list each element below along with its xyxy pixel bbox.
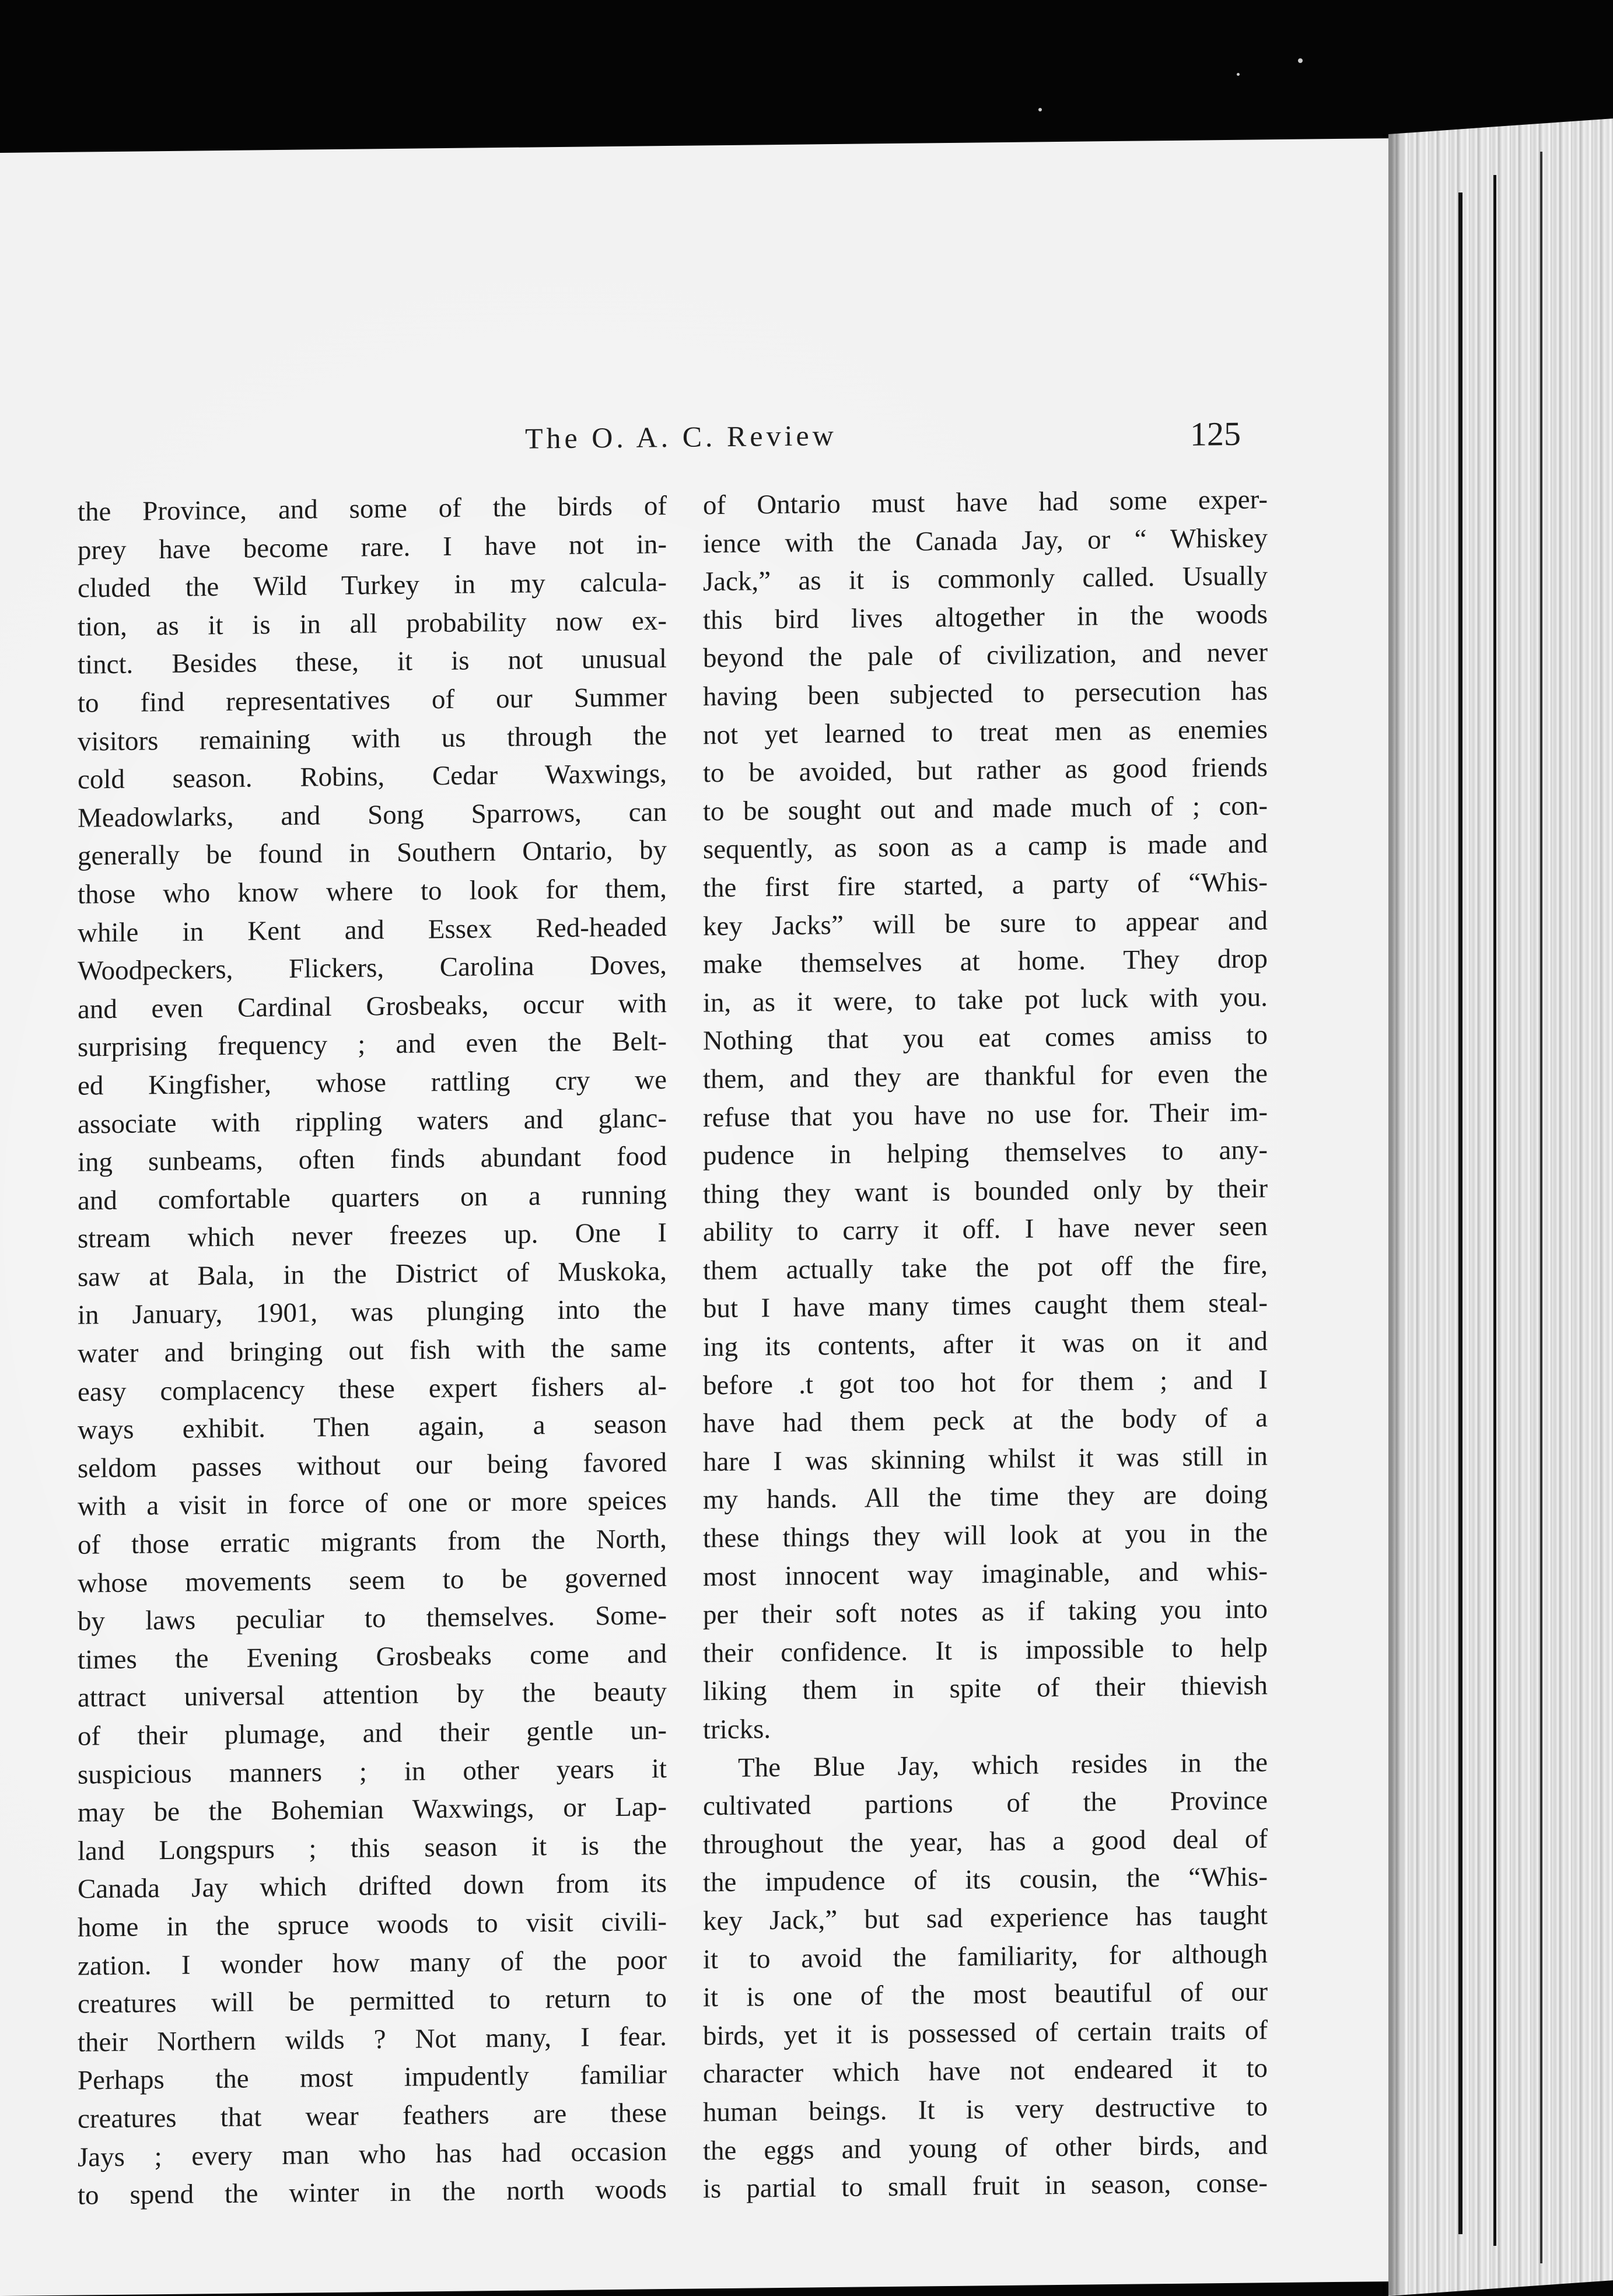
text-line: to be sought out and made much of ; con- <box>703 790 1268 827</box>
text-line: them actually take the pot off the fire, <box>703 1250 1268 1286</box>
text-line: Canada Jay which drifted down from its <box>78 1868 667 1905</box>
text-line: tion, as it is in all probability now ex- <box>78 605 667 642</box>
text-line: before .t got too hot for them ; and I <box>703 1364 1268 1401</box>
text-line: is partial to small fruit in season, conse- <box>703 2168 1268 2204</box>
text-line: water and bringing out fish with the same <box>78 1332 667 1369</box>
text-line: suspicious manners ; in other years it <box>78 1753 667 1790</box>
right-text-column <box>703 481 1268 2208</box>
text-line: creatures will be permitted to return to <box>78 1983 667 2020</box>
text-line: stream which never freezes up. One I <box>78 1217 667 1254</box>
text-line: land Longspurs ; this season it is the <box>78 1829 667 1867</box>
text-line: times the Evening Grosbeaks come and <box>78 1638 667 1675</box>
page-edge-line <box>1458 192 1462 2234</box>
running-header: The O. A. C. Review <box>525 418 837 455</box>
dust-speck <box>1237 73 1240 76</box>
text-line: them, and they are thankful for even the <box>703 1058 1268 1095</box>
text-line: of their plumage, and their gentle un- <box>78 1715 667 1752</box>
text-line: pudence in helping themselves to any- <box>703 1135 1268 1171</box>
text-line: throughout the year, has a good deal of <box>703 1824 1268 1860</box>
text-line: in, as it were, to take pot luck with you. <box>703 981 1268 1019</box>
text-line: attract universal attention by the beauty <box>78 1676 667 1714</box>
text-line: surprising frequency ; and even the Belt- <box>78 1026 667 1063</box>
dust-speck <box>1038 108 1042 111</box>
text-line: with a visit in force of one or more speices <box>78 1485 667 1522</box>
text-line: Meadowlarks, and Song Sparrows, can <box>78 796 667 834</box>
text-line: human beings. It is very destructive to <box>703 2091 1268 2128</box>
book-page <box>0 138 1388 2296</box>
text-line: most innocent way imaginable, and whis- <box>703 1555 1268 1592</box>
text-line: of those erratic migrants from the North, <box>78 1524 667 1560</box>
text-line: Woodpeckers, Flickers, Carolina Doves, <box>78 950 667 986</box>
text-line: Jays ; every man who has had occasion <box>78 2136 667 2173</box>
text-line: by laws peculiar to themselves. Some- <box>78 1600 667 1637</box>
text-line: their Northern wilds ? Not many, I fear. <box>78 2021 667 2058</box>
text-line: Perhaps the most impudently familiar <box>78 2059 667 2096</box>
text-line: Jack,” as it is commonly called. Usually <box>703 561 1268 597</box>
page-edge-line <box>1540 152 1542 2263</box>
text-line: hare I was skinning whilst it was still in <box>703 1441 1268 1478</box>
text-line: cold season. Robins, Cedar Waxwings, <box>78 758 667 795</box>
text-line: having been subjected to persecution has <box>703 676 1268 712</box>
text-line: zation. I wonder how many of the poor <box>78 1944 667 1982</box>
dust-speck <box>1298 58 1303 63</box>
text-line: to find representatives of our Summer <box>78 681 667 719</box>
text-line: ing sunbeams, often finds abundant food <box>78 1141 667 1178</box>
text-line: this bird lives altogether in the woods <box>703 599 1268 636</box>
text-line: thing they want is bounded only by their <box>703 1172 1268 1210</box>
text-line: to be avoided, but rather as good friends <box>703 752 1268 789</box>
text-line: easy complacency these expert fishers al- <box>78 1370 667 1408</box>
left-text-column <box>78 487 667 2215</box>
text-line: The Blue Jay, which resides in the <box>738 1746 1268 1783</box>
page-number: 125 <box>1190 414 1241 453</box>
text-line: may be the Bohemian Waxwings, or Lap- <box>78 1791 667 1828</box>
text-line: the eggs and young of other birds, and <box>703 2129 1268 2166</box>
text-line: the impudence of its cousin, the “Whis- <box>703 1861 1268 1898</box>
text-line: ability to carry it off. I have never seen <box>703 1211 1268 1248</box>
text-line: and even Cardinal Grosbeaks, occur with <box>78 988 667 1025</box>
text-line: tinct. Besides these, it is not unusual <box>78 643 667 680</box>
text-line: it is one of the most beautiful of our <box>703 1976 1268 2013</box>
text-line: of Ontario must have had some exper- <box>703 484 1268 521</box>
text-line: key Jacks” will be sure to appear and <box>703 905 1268 942</box>
text-line: it to avoid the familiarity, for although <box>703 1938 1268 1975</box>
text-line: seldom passes without our being favored <box>78 1447 667 1484</box>
text-line: saw at Bala, in the District of Muskoka, <box>78 1255 667 1293</box>
text-line: home in the spruce woods to visit civili- <box>78 1906 667 1943</box>
text-line: cultivated partions of the Province <box>703 1785 1268 1822</box>
text-line: associate with rippling waters and glanc- <box>78 1102 667 1140</box>
text-line: birds, yet it is possessed of certain traits of <box>703 2014 1268 2052</box>
text-line: the Province, and some of the birds of <box>78 491 667 527</box>
text-line: ways exhibit. Then again, a season <box>78 1409 667 1446</box>
text-line: per their soft notes as if taking you into <box>703 1594 1268 1630</box>
text-line: the first fire started, a party of “Whis- <box>703 867 1268 904</box>
text-line: tricks. <box>703 1714 771 1745</box>
text-line: cluded the Wild Turkey in my calcula- <box>78 567 667 604</box>
text-line: my hands. All the time they are doing <box>703 1479 1268 1516</box>
text-line: ing its contents, after it was on it and <box>703 1326 1268 1363</box>
text-line: prey have become rare. I have not in- <box>78 528 667 566</box>
text-line: their confidence. It is impossible to help <box>703 1632 1268 1669</box>
text-line: ience with the Canada Jay, or “ Whiskey <box>703 522 1268 559</box>
text-line: sequently, as soon as a camp is made and <box>703 828 1268 865</box>
page-edge-line <box>1493 175 1496 2246</box>
text-line: whose movements seem to be governed <box>78 1562 667 1599</box>
text-line: Nothing that you eat comes amiss to <box>703 1020 1268 1056</box>
text-line: make themselves at home. They drop <box>703 943 1268 980</box>
text-line: creatures that wear feathers are these <box>78 2097 667 2134</box>
text-line: but I have many times caught them steal- <box>703 1287 1268 1324</box>
text-line: not yet learned to treat men as enemies <box>703 713 1268 750</box>
text-line: liking them in spite of their thievish <box>703 1670 1268 1707</box>
text-line: ed Kingfisher, whose rattling cry we <box>78 1064 667 1101</box>
text-line: have had them peck at the body of a <box>703 1402 1268 1439</box>
text-line: refuse that you have no use for. Their im- <box>703 1096 1268 1133</box>
text-line: and comfortable quarters on a running <box>78 1179 667 1216</box>
text-line: character which have not endeared it to <box>703 2053 1268 2090</box>
text-line: those who know where to look for them, <box>78 873 667 910</box>
text-line: beyond the pale of civilization, and never <box>703 637 1268 674</box>
text-line: these things they will look at you in the <box>703 1517 1268 1554</box>
text-line: while in Kent and Essex Red-headed <box>78 911 667 949</box>
text-line: to spend the winter in the north woods <box>78 2174 667 2211</box>
text-line: in January, 1901, was plunging into the <box>78 1294 667 1331</box>
text-line: generally be found in Southern Ontario, by <box>78 835 667 872</box>
text-line: key Jack,” but sad experience has taught <box>703 1900 1268 1937</box>
text-line: visitors remaining with us through the <box>78 720 667 757</box>
page-edges <box>1388 118 1613 2296</box>
